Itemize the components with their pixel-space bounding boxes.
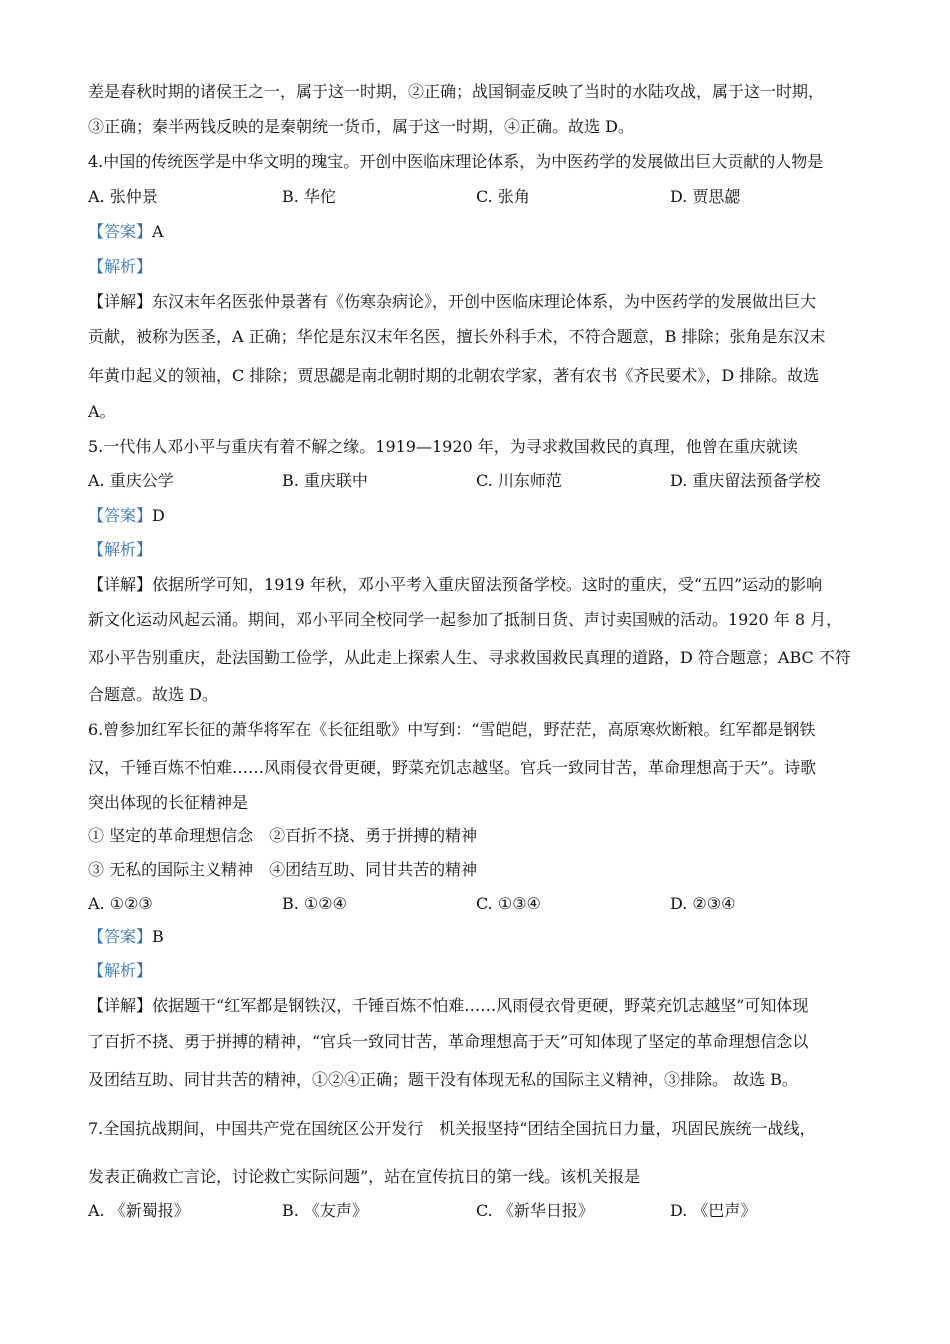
analysis-tag: 【解析】 bbox=[88, 540, 153, 559]
q4-detail-line-2: 贡献，被称为医圣，A 正确；华佗是东汉末年名医，擅长外科手术，不符合题意，B 排除；张角是东汉末 bbox=[88, 327, 826, 346]
q6-detail-line-1 bbox=[88, 996, 808, 1016]
q5-option-a: A. 重庆公学 bbox=[88, 471, 174, 490]
q7-stem-line-2: 发表正确救亡言论，讨论救亡实际问题”，站在宣传抗日的第一线。该机关报是 bbox=[88, 1167, 641, 1186]
q4-analysis-tag bbox=[88, 257, 152, 277]
q5-detail-line-4: 合题意。故选 D。 bbox=[88, 685, 218, 704]
q5-analysis-tag bbox=[88, 540, 152, 560]
q4-option-a: A. 张仲景 bbox=[88, 187, 158, 206]
q7-option-d: D. 《巴声》 bbox=[670, 1201, 757, 1220]
q6-option-a: A. ①②③ bbox=[88, 894, 153, 913]
q5-option-b: B. 重庆联中 bbox=[282, 471, 368, 490]
answer-value: D bbox=[152, 506, 165, 525]
q6-item-line-1: ① 坚定的革命理想信念 ②百折不挠、勇于拼搏的精神 bbox=[88, 826, 478, 845]
q7-stem-line-1: 7.全国抗战期间，中国共产党在国统区公开发行 机关报坚持“团结全国抗日力量，巩固民族统一战线， bbox=[88, 1119, 816, 1138]
q6-detail-line-2: 了百折不挠、勇于拼搏的精神，“官兵一致同甘苦，革命理想高于天”可知体现了坚定的革命理想信念以 bbox=[88, 1032, 809, 1051]
q4-detail-line-4: A。 bbox=[88, 402, 116, 421]
q4-stem: 4.中国的传统医学是中华文明的瑰宝。开创中医临床理论体系，为中医药学的发展做出巨大贡献的人物是 bbox=[88, 152, 824, 171]
detail-text: 东汉末年名医张仲景著有《伤寒杂病论》，开创中医临床理论体系，为中医药学的发展做出巨大 bbox=[152, 292, 817, 311]
q5-options bbox=[0, 471, 950, 491]
q6-answer bbox=[88, 927, 164, 947]
answer-value: A bbox=[152, 222, 164, 241]
q4-detail-line-3: 年黄巾起义的领袖，C 排除；贾思勰是南北朝时期的北朝农学家，著有农书《齐民要术》，D 排除。故选 bbox=[88, 366, 820, 385]
detail-text: 依据题干“红军都是钢铁汉，千锤百炼不怕难……风雨侵衣骨更硬，野菜充饥志越坚”可知体现 bbox=[152, 996, 809, 1015]
answer-tag: 【答案】 bbox=[88, 927, 153, 946]
detail-text: 依据所学可知，1919 年秋，邓小平考入重庆留法预备学校。这时的重庆，受“五四”运动的影响 bbox=[152, 575, 823, 594]
q5-option-c: C. 川东师范 bbox=[476, 471, 562, 490]
q7-option-c: C. 《新华日报》 bbox=[476, 1201, 594, 1220]
q6-analysis-tag bbox=[88, 961, 152, 981]
q6-stem-line-3: 突出体现的长征精神是 bbox=[88, 793, 249, 812]
q4-option-d: D. 贾思勰 bbox=[670, 187, 741, 206]
answer-tag: 【答案】 bbox=[88, 222, 153, 241]
q7-options bbox=[0, 1201, 950, 1221]
q3-explanation-line-1: 差是春秋时期的诸侯王之一，属于这一时期，②正确；战国铜壶反映了当时的水陆攻战，属于这一时期， bbox=[88, 82, 825, 101]
answer-value: B bbox=[152, 927, 164, 946]
analysis-tag: 【解析】 bbox=[88, 257, 153, 276]
q4-answer bbox=[88, 222, 164, 242]
q5-stem: 5.一代伟人邓小平与重庆有着不解之缘。1919—1920 年，为寻求救国救民的真理，他曾在重庆就读 bbox=[88, 437, 798, 456]
q5-detail-line-3: 邓小平告别重庆，赴法国勤工俭学，从此走上探索人生、寻求救国救民真理的道路，D 符合题意；ABC 不符 bbox=[88, 648, 851, 667]
q4-options bbox=[0, 187, 950, 207]
q5-detail-line-1 bbox=[88, 575, 822, 595]
q7-option-b: B. 《友声》 bbox=[282, 1201, 368, 1220]
q5-answer bbox=[88, 506, 165, 526]
q6-item-line-2: ③ 无私的国际主义精神 ④团结互助、同甘共苦的精神 bbox=[88, 860, 478, 879]
q7-option-a: A. 《新蜀报》 bbox=[88, 1201, 190, 1220]
detail-tag: 【详解】 bbox=[88, 292, 153, 311]
q3-explanation-line-2: ③正确；秦半两钱反映的是秦朝统一货币，属于这一时期，④正确。故选 D。 bbox=[88, 117, 634, 136]
q6-options bbox=[0, 894, 950, 914]
q5-detail-line-2: 新文化运动风起云涌。期间，邓小平同全校同学一起参加了抵制日货、声讨卖国贼的活动。1920 年 8 月， bbox=[88, 610, 843, 629]
q6-option-c: C. ①③④ bbox=[476, 894, 541, 913]
q4-detail-line-1 bbox=[88, 292, 816, 312]
q5-option-d: D. 重庆留法预备学校 bbox=[670, 471, 821, 490]
q6-stem-line-1: 6.曾参加红军长征的萧华将军在《长征组歌》中写到：“雪皑皑，野茫茫，高原寒炊断粮。红军都是钢铁 bbox=[88, 720, 816, 739]
q6-option-b: B. ①②④ bbox=[282, 894, 347, 913]
q4-option-b: B. 华佗 bbox=[282, 187, 336, 206]
analysis-tag: 【解析】 bbox=[88, 961, 153, 980]
detail-tag: 【详解】 bbox=[88, 996, 153, 1015]
detail-tag: 【详解】 bbox=[88, 575, 153, 594]
q6-detail-line-3: 及团结互助、同甘共苦的精神，①②④正确；题干没有体现无私的国际主义精神，③排除。 故选 B。 bbox=[88, 1070, 798, 1089]
answer-tag: 【答案】 bbox=[88, 506, 153, 525]
q6-stem-line-2: 汉，千锤百炼不怕难……风雨侵衣骨更硬，野菜充饥志越坚。官兵一致同甘苦，革命理想高于天”。诗歌 bbox=[88, 758, 817, 777]
q6-option-d: D. ②③④ bbox=[670, 894, 736, 913]
q4-option-c: C. 张角 bbox=[476, 187, 530, 206]
